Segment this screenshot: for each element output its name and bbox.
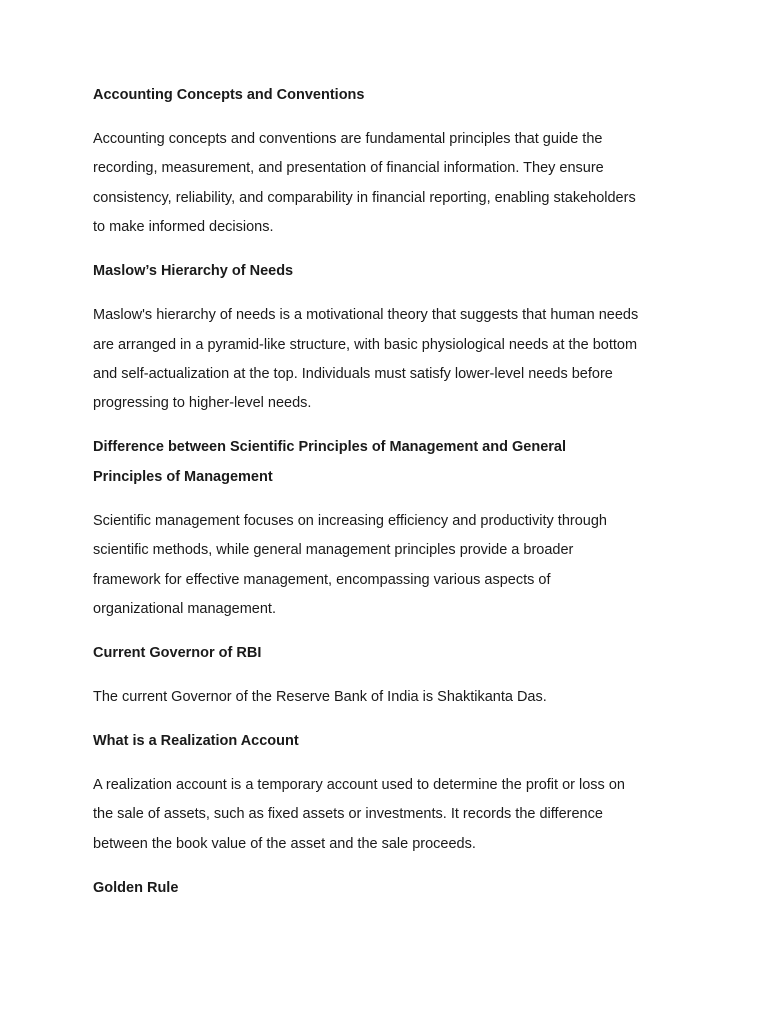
section-heading bbox=[93, 874, 693, 903]
section-rbi-governor bbox=[93, 639, 693, 712]
section-paragraph bbox=[93, 301, 693, 419]
heading-line: What is a Realization Account bbox=[93, 733, 299, 750]
heading-line: Difference between Scientific Principles of Management and General bbox=[93, 439, 566, 456]
paragraph-line: Accounting concepts and conventions are fundamental principles that guide the bbox=[93, 131, 603, 147]
section-realization-account bbox=[93, 727, 693, 859]
section-heading bbox=[93, 81, 693, 110]
section-accounting-concepts bbox=[93, 81, 693, 243]
paragraph-line: Maslow's hierarchy of needs is a motivational theory that suggests that human needs bbox=[93, 307, 639, 324]
section-paragraph bbox=[93, 125, 693, 243]
section-management-principles bbox=[93, 433, 693, 624]
heading-line: Accounting Concepts and Conventions bbox=[93, 87, 365, 103]
paragraph-line: Scientific management focuses on increasing efficiency and productivity through bbox=[93, 512, 607, 529]
heading-line: Golden Rule bbox=[93, 879, 179, 896]
paragraph-line: The current Governor of the Reserve Bank of India is Shaktikanta Das. bbox=[93, 689, 547, 706]
heading-line: Principles of Management bbox=[93, 468, 273, 485]
paragraph-line: are arranged in a pyramid-like structure, with basic physiological needs at the bottom bbox=[93, 336, 638, 353]
paragraph-line: organizational management. bbox=[93, 601, 276, 618]
document-content bbox=[93, 81, 693, 918]
section-paragraph bbox=[93, 683, 693, 712]
section-paragraph bbox=[93, 507, 693, 625]
paragraph-line: between the book value of the asset and the sale proceeds. bbox=[93, 835, 476, 852]
section-paragraph bbox=[93, 771, 693, 859]
paragraph-line: progressing to higher-level needs. bbox=[93, 395, 312, 412]
section-heading bbox=[93, 727, 693, 756]
section-heading bbox=[93, 257, 693, 286]
paragraph-line: and self-actualization at the top. Individuals must satisfy lower-level needs before bbox=[93, 366, 613, 383]
paragraph-line: framework for effective management, encompassing various aspects of bbox=[93, 571, 551, 588]
paragraph-line: to make informed decisions. bbox=[93, 219, 274, 236]
paragraph-line: scientific methods, while general management principles provide a broader bbox=[93, 542, 574, 559]
section-golden-rule bbox=[93, 874, 693, 903]
heading-line: Current Governor of RBI bbox=[93, 645, 262, 662]
section-maslow-hierarchy bbox=[93, 257, 693, 419]
paragraph-line: the sale of assets, such as fixed assets or investments. It records the difference bbox=[93, 806, 603, 823]
heading-line: Maslow’s Hierarchy of Needs bbox=[93, 263, 294, 280]
section-heading bbox=[93, 639, 693, 668]
paragraph-line: recording, measurement, and presentation of financial information. They ensure bbox=[93, 160, 604, 177]
paragraph-line: consistency, reliability, and comparability in financial reporting, enabling stakeholders bbox=[93, 189, 636, 206]
section-heading bbox=[93, 433, 693, 492]
paragraph-line: A realization account is a temporary account used to determine the profit or loss on bbox=[93, 777, 625, 794]
